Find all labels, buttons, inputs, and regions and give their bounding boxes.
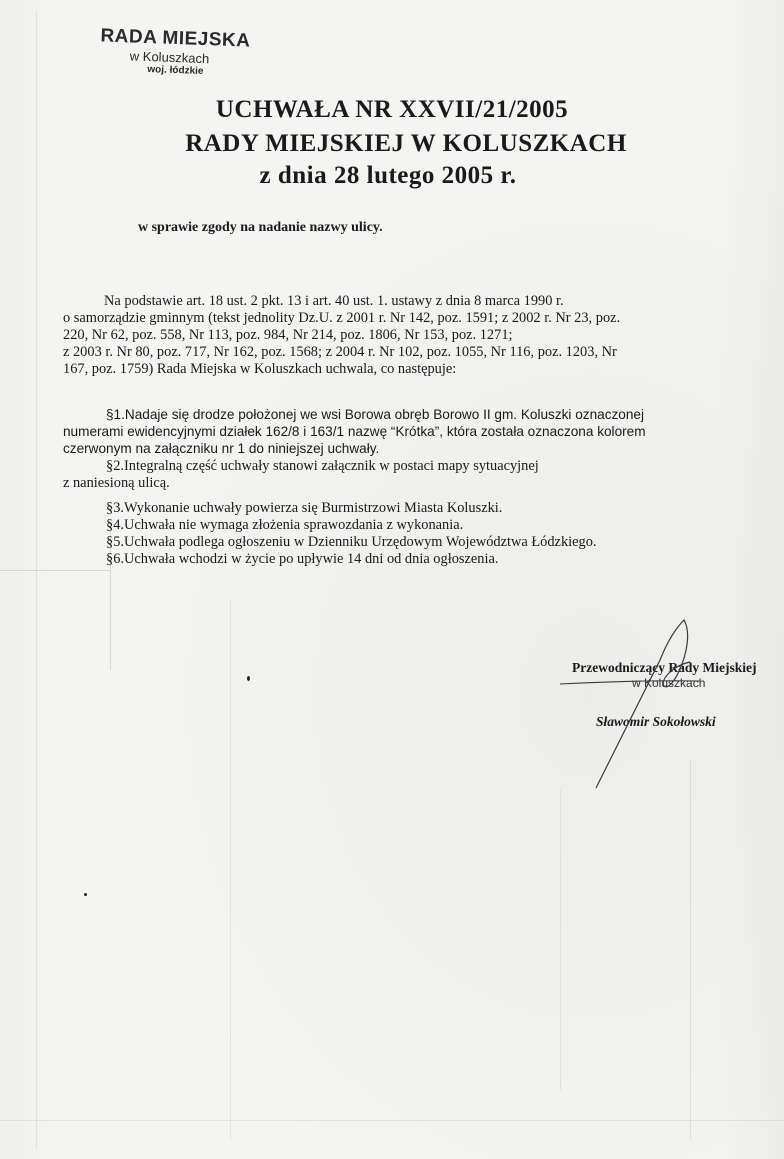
scan-speck xyxy=(247,676,250,681)
paragraph-1-line: §1.Nadaje się drodze położonej we wsi Borowa obręb Borowo II gm. Koluszki oznaczonej xyxy=(106,407,645,422)
stamp-line-2: w Koluszkach xyxy=(129,48,210,67)
paragraph-2-line: §2.Integralną część uchwały stanowi załącznik w postaci mapy sytuacyjnej xyxy=(106,458,539,474)
bleed-through-line xyxy=(560,790,561,1090)
paragraph-2-line: z naniesioną ulicą. xyxy=(63,475,170,491)
scan-speck xyxy=(84,893,87,896)
bleed-through-line xyxy=(230,600,231,1140)
resolution-number: UCHWAŁA NR XXVII/21/2005 xyxy=(215,96,569,123)
preamble-line: o samorządzie gminnym (tekst jednolity Dz.U. z 2001 r. Nr 142, poz. 1591; z 2002 r. Nr 23, poz. xyxy=(63,310,621,326)
preamble-line: Na podstawie art. 18 ust. 2 pkt. 13 i art. 40 ust. 1. ustawy z dnia 8 marca 1990 r. xyxy=(104,293,564,309)
paragraph-1-line: czerwonym na załączniku nr 1 do niniejszej uchwały. xyxy=(63,441,380,456)
preamble-line: 167, poz. 1759) Rada Miejska w Koluszkach uchwala, co następuje: xyxy=(63,361,457,377)
paragraph-5: §5.Uchwała podlega ogłoszeniu w Dzienniku Urzędowym Województwa Łódzkiego. xyxy=(106,534,597,550)
stamp-line-1: RADA MIEJSKA xyxy=(100,25,251,52)
preamble-line: z 2003 r. Nr 80, poz. 717, Nr 162, poz. 1568; z 2004 r. Nr 102, poz. 1055, Nr 116, poz. 1203, Nr xyxy=(63,344,617,360)
resolution-subject: w sprawie zgody na nadanie nazwy ulicy. xyxy=(138,220,383,235)
bleed-through-line xyxy=(0,1120,784,1121)
paragraph-1-line: numerami ewidencyjnymi działek 162/8 i 163/1 nazwę “Krótka”, która została oznaczona kolorem xyxy=(63,424,646,439)
resolution-date: z dnia 28 lutego 2005 r. xyxy=(259,162,517,189)
paragraph-3: §3.Wykonanie uchwały powierza się Burmistrzowi Miasta Koluszki. xyxy=(106,500,503,516)
signature-title: Przewodniczący Rady Miejskiej xyxy=(572,660,757,675)
council-stamp xyxy=(99,25,251,78)
bleed-through-line xyxy=(690,760,691,1140)
bleed-through-line xyxy=(0,570,110,571)
preamble-line: 220, Nr 62, poz. 558, Nr 113, poz. 984, Nr 214, poz. 1806, Nr 153, poz. 1271; xyxy=(63,327,513,343)
paragraph-6: §6.Uchwała wchodzi w życie po upływie 14 dni od dnia ogłoszenia. xyxy=(106,551,499,567)
paragraph-4: §4.Uchwała nie wymaga złożenia sprawozdania z wykonania. xyxy=(106,517,464,533)
signature-name: Sławomir Sokołowski xyxy=(596,714,716,729)
council-name: RADY MIEJSKIEJ W KOLUSZKACH xyxy=(185,130,627,157)
signature-place: w Koluszkach xyxy=(632,676,706,690)
stamp-line-3: woj. łódzkie xyxy=(147,64,204,78)
